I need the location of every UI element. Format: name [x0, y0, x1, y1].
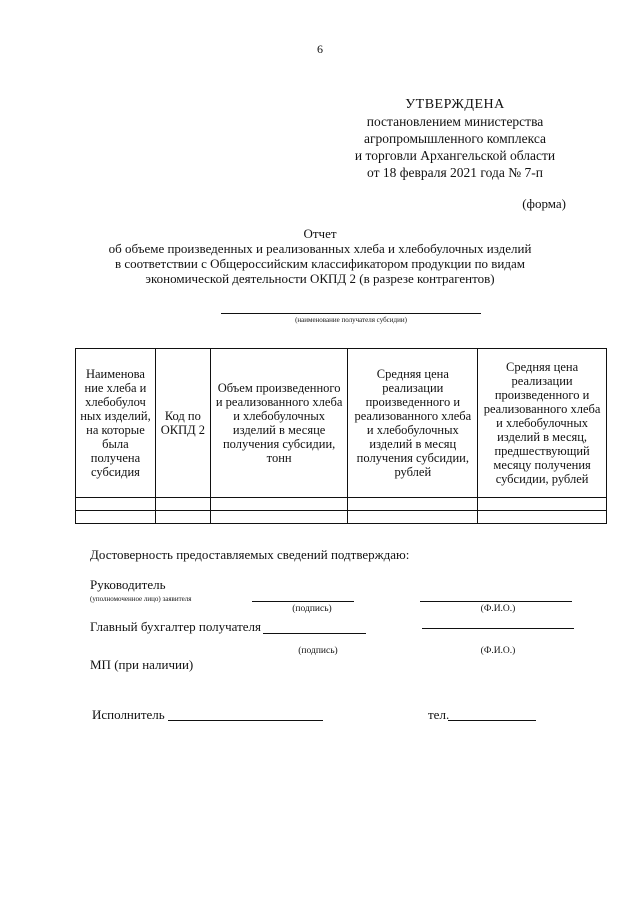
table-cell[interactable]	[210, 498, 348, 511]
table-cell[interactable]	[348, 511, 478, 524]
header-volume: Объем произведенного и реализованного хлеба и хлебобулочных изделий в месяце получения субсидии, тонн	[210, 349, 348, 498]
phone-field[interactable]	[448, 720, 536, 721]
table-cell[interactable]	[155, 511, 210, 524]
executor-label: Исполнитель	[92, 707, 165, 722]
executor-field[interactable]	[168, 720, 323, 721]
confirmation-text: Достоверность предоставляемых сведений подтверждаю:	[90, 547, 410, 562]
accountant-fio-field[interactable]	[422, 628, 574, 629]
table-cell[interactable]	[348, 498, 478, 511]
approval-date: от 18 февраля 2021 года № 7-п	[367, 165, 543, 180]
accountant-sign-caption: (подпись)	[298, 646, 338, 656]
header-avg-price-previous: Средняя цена реализации произведенного и реализованного хлеба и хлебобулочных изделий в месяц, предшествующий месяцу получения субсидии, рублей	[478, 349, 607, 498]
table-cell[interactable]	[210, 511, 348, 524]
head-sign-caption: (подпись)	[292, 604, 332, 614]
table-row	[76, 511, 607, 524]
head-fio-caption: (Ф.И.О.)	[480, 604, 516, 614]
report-line: экономической деятельности ОКПД 2 (в разрезе контрагентов)	[145, 271, 495, 286]
table-cell[interactable]	[76, 511, 156, 524]
table-cell[interactable]	[478, 498, 607, 511]
report-heading	[60, 226, 580, 286]
recipient-name-field[interactable]	[221, 313, 481, 314]
header-product-name: Наименова ние хлеба и хлебобулоч ных изделий, на которые была получена субсидия	[76, 349, 156, 498]
accountant-fio-caption: (Ф.И.О.)	[480, 646, 516, 656]
approval-line: постановлением министерства	[366, 114, 544, 129]
table-header-row	[76, 349, 607, 498]
table-row	[76, 498, 607, 511]
accountant-label: Главный бухгалтер получателя	[90, 619, 262, 634]
table-cell[interactable]	[76, 498, 156, 511]
report-line: в соответствии с Общероссийским классификатором продукции по видам	[115, 256, 525, 271]
recipient-caption: (наименование получателя субсидии)	[295, 316, 407, 324]
report-table	[75, 348, 607, 524]
approval-block	[330, 96, 580, 181]
header-okpd-code: Код по ОКПД 2	[155, 349, 210, 498]
header-avg-price-current: Средняя цена реализации произведенного и реализованного хлеба и хлебобулочных изделий в месяц получения субсидии, рублей	[348, 349, 478, 498]
head-sub-label: (уполномоченное лицо) заявителя	[90, 595, 192, 603]
approval-line: агропромышленного комплекса	[364, 131, 546, 146]
stamp-label: МП (при наличии)	[90, 657, 194, 672]
accountant-signature-field[interactable]	[263, 633, 366, 634]
table-cell[interactable]	[155, 498, 210, 511]
report-line: об объеме произведенных и реализованных хлеба и хлебобулочных изделий	[108, 241, 532, 256]
table-cell[interactable]	[478, 511, 607, 524]
approval-line: и торговли Архангельской области	[354, 148, 556, 163]
head-signature-field[interactable]	[252, 601, 354, 602]
page-number: 6	[317, 42, 323, 56]
form-label: (форма)	[522, 196, 566, 211]
head-fio-field[interactable]	[420, 601, 572, 602]
report-title: Отчет	[303, 226, 337, 241]
head-label: Руководитель	[90, 577, 166, 592]
phone-label: тел.	[428, 707, 450, 722]
approval-title: УТВЕРЖДЕНА	[405, 97, 505, 112]
